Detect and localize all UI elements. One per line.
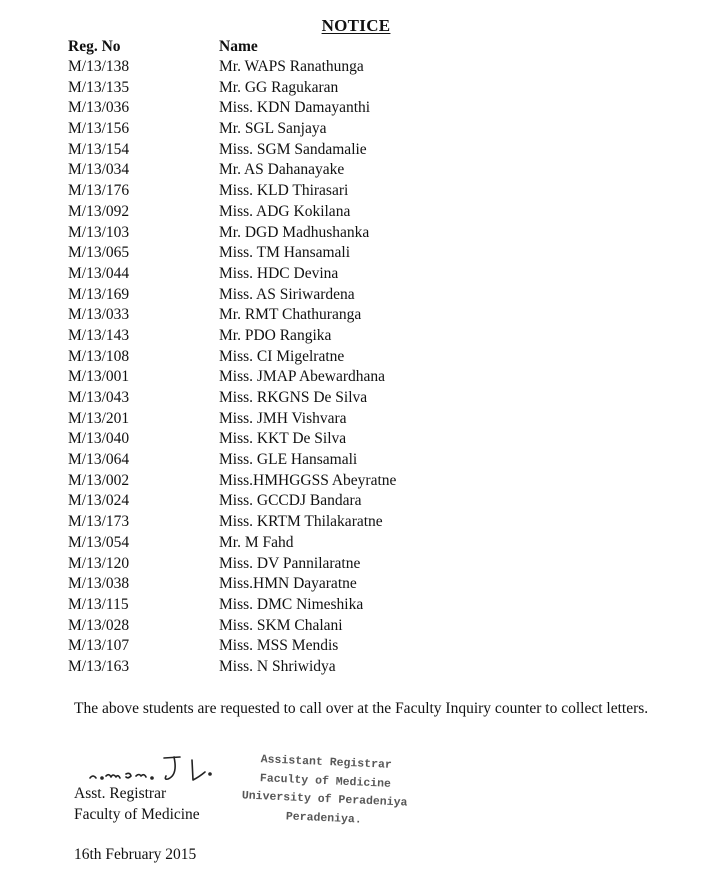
student-reg-no: M/13/040 [68,430,130,448]
student-reg-no: M/13/173 [68,513,130,531]
student-row [0,98,718,119]
student-name: Miss. DMC Nimeshika [219,595,364,613]
student-row [0,409,718,430]
student-row [0,202,718,223]
student-row [0,533,718,554]
student-name: Miss. N Shriwidya [219,657,336,675]
student-row [0,223,718,244]
student-name: Miss. SGM Sandamalie [219,140,367,158]
stamp-line-3: University of Peradeniya [241,789,408,810]
student-name: Miss. KLD Thirasari [219,182,349,200]
student-name: Miss. MSS Mendis [219,637,339,655]
student-row [0,616,718,637]
student-reg-no: M/13/092 [68,202,130,220]
student-row [0,471,718,492]
student-row [0,657,718,678]
student-reg-no: M/13/002 [68,471,130,489]
student-reg-no: M/13/103 [68,223,130,241]
office-stamp [234,750,415,832]
student-reg-no: M/13/001 [68,368,130,386]
stamp-line-1: Assistant Registrar [260,753,393,772]
student-name: Miss. AS Siriwardena [219,285,355,303]
student-reg-no: M/13/044 [68,264,130,282]
student-name: Miss. TM Hansamali [219,244,351,262]
student-row [0,78,718,99]
student-row [0,574,718,595]
student-reg-no: M/13/154 [68,140,130,158]
student-name: Miss.HMN Dayaratne [219,575,357,593]
student-name: Mr. RMT Chathuranga [219,306,362,324]
student-row [0,595,718,616]
student-name: Miss. JMH Vishvara [219,409,347,427]
student-row [0,305,718,326]
student-row [0,367,718,388]
name-header: Name [219,38,258,55]
student-row [0,512,718,533]
student-reg-no: M/13/163 [68,657,130,675]
student-name: Miss. ADG Kokilana [219,202,351,220]
student-row [0,160,718,181]
student-reg-no: M/13/115 [68,595,129,613]
student-reg-no: M/13/036 [68,99,130,117]
student-name: Miss. SKM Chalani [219,616,343,634]
student-row [0,554,718,575]
student-name: Miss. GLE Hansamali [219,451,358,469]
student-name: Miss. KDN Damayanthi [219,99,371,117]
student-reg-no: M/13/043 [68,389,130,406]
student-row [0,181,718,202]
student-reg-no: M/13/138 [68,58,130,75]
student-reg-no: M/13/065 [68,244,130,262]
student-reg-no: M/13/108 [68,347,130,365]
student-reg-no: M/13/033 [68,306,130,324]
student-reg-no: M/13/038 [68,575,130,593]
student-row [0,636,718,657]
student-name: Mr. WAPS Ranathunga [219,58,364,75]
student-reg-no: M/13/024 [68,492,130,510]
student-reg-no: M/13/120 [68,554,130,572]
student-name: Mr. DGD Madhushanka [219,223,370,241]
student-row [0,491,718,512]
student-name: Miss. KRTM Thilakaratne [219,513,383,531]
student-reg-no: M/13/156 [68,120,130,138]
student-row [0,347,718,368]
notice-message: The above students are requested to call over at the Faculty Inquiry counter to collect letters. [74,700,649,717]
student-name: Miss.HMHGGSS Abeyratne [219,471,397,489]
student-row [0,326,718,347]
student-name: Mr. PDO Rangika [219,326,332,344]
student-reg-no: M/13/176 [68,182,130,200]
student-reg-no: M/13/169 [68,285,130,303]
signatory-faculty: Faculty of Medicine [74,806,200,823]
student-row [0,388,718,409]
student-reg-no: M/13/034 [68,161,130,179]
student-reg-no: M/13/064 [68,451,130,469]
stamp-line-2: Faculty of Medicine [259,771,392,791]
student-row [0,119,718,140]
student-row [0,450,718,471]
student-name: Miss. JMAP Abewardhana [219,368,386,386]
student-reg-no: M/13/143 [68,326,130,344]
student-reg-no: M/13/028 [68,616,130,634]
student-name: Mr. M Fahd [219,533,294,551]
student-name: Miss. CI Migelratne [219,347,345,365]
student-name: Miss. GCCDJ Bandara [219,492,362,510]
student-row [0,264,718,285]
student-reg-no: M/13/201 [68,409,130,427]
notice-title: NOTICE [321,16,391,35]
notice-date: 16th February 2015 [74,846,197,863]
student-list [0,57,718,678]
student-name: Miss. HDC Devina [219,264,339,282]
student-name: Miss. DV Pannilaratne [219,554,361,572]
student-row [0,243,718,264]
student-name: Mr. AS Dahanayake [219,161,345,179]
student-name: Mr. GG Ragukaran [219,78,339,96]
student-reg-no: M/13/107 [68,637,130,655]
student-row [0,140,718,161]
student-row [0,285,718,306]
student-name: Miss. RKGNS De Silva [219,389,368,406]
stamp-line-4: Peradeniya. [285,809,363,827]
student-name: Miss. KKT De Silva [219,430,347,448]
reg-no-header: Reg. No [68,38,121,55]
student-reg-no: M/13/135 [68,78,130,96]
signatory-block [74,783,200,825]
signatory-title: Asst. Registrar [74,785,167,802]
student-name: Mr. SGL Sanjaya [219,120,327,138]
student-reg-no: M/13/054 [68,533,130,551]
student-row [0,57,718,78]
student-row [0,429,718,450]
